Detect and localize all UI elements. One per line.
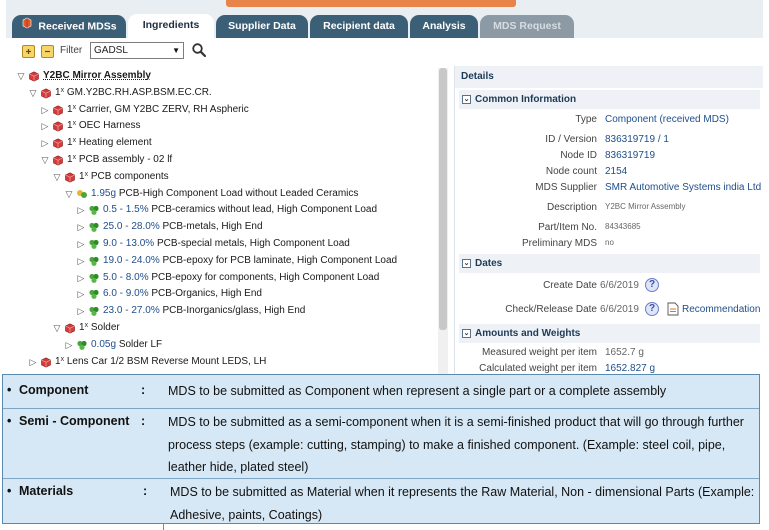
details-panel	[454, 66, 763, 375]
legend-definition: MDS to be submitted as Material when it represents the Raw Material, Non - dimensional Parts (Example: Adhesive, paints, Coatings)	[170, 485, 755, 522]
chevron-down-icon: ▼	[172, 46, 180, 55]
expand-toggle-icon[interactable]: ▷	[77, 205, 85, 216]
node-name: Solder LF	[118, 338, 163, 350]
filter-select[interactable]	[90, 42, 184, 59]
node-amount: 25.0 - 28.0%	[103, 221, 160, 233]
legend-colon: :	[141, 414, 146, 428]
node-name: GM.Y2BC.RH.ASP.BSM.EC.CR.	[66, 86, 212, 98]
toolbar	[6, 39, 763, 66]
check-release-date-value: 6/6/2019	[600, 304, 639, 315]
legend-bullet: •	[7, 383, 12, 397]
tree-node-label	[67, 135, 152, 152]
tab-label: Analysis	[422, 20, 466, 32]
node-name: PCB-special metals, High Component Load	[156, 238, 350, 249]
node-amount: 6.0 - 9.0%	[103, 288, 149, 300]
tree-node-label	[79, 169, 169, 186]
node-name: Carrier, GM Y2BC ZERV, RH Aspheric	[78, 103, 249, 115]
legend-row-materials	[3, 481, 759, 525]
node-name: PCB components	[90, 170, 169, 182]
expand-toggle-icon[interactable]: ▷	[77, 306, 85, 317]
node-name: PCB-metals, High End	[162, 221, 263, 233]
section-title: Amounts and Weights	[475, 328, 581, 339]
red-component-icon	[52, 105, 64, 122]
detail-label: Node count	[545, 166, 597, 177]
node-name: PCB-epoxy for PCB laminate, High Component Load	[162, 254, 398, 266]
material-icon	[88, 205, 100, 222]
search-icon[interactable]	[191, 42, 207, 61]
collapse-toggle-icon[interactable]: ▽	[53, 171, 61, 182]
node-amount: 0.05g	[91, 338, 117, 350]
detail-value: SMR Automotive Systems india Ltd	[605, 182, 762, 193]
collapse-toggle-icon[interactable]: ▽	[17, 71, 25, 81]
red-component-icon	[40, 357, 52, 374]
tree-node-label	[103, 202, 377, 218]
quantity-multiplier: x	[72, 137, 77, 145]
expand-toggle-icon[interactable]: ▷	[77, 289, 85, 300]
detail-value: Y2BC Mirror Assembly	[605, 202, 686, 211]
section-amounts-weights[interactable]	[459, 324, 760, 343]
tree-node-label	[91, 337, 162, 353]
node-name: Solder	[90, 322, 120, 333]
chevron-down-icon[interactable]: ⌄	[463, 330, 470, 337]
detail-label: Preliminary MDS	[521, 238, 597, 249]
tab-recipient-data[interactable]	[310, 15, 408, 38]
node-amount: 23.0 - 27.0%	[103, 305, 160, 317]
legend-definition: MDS to be submitted as a semi-component when it is a semi-finished product that will go through further process steps (example: cutting, stamping) to make a finished component. (Example: steel coil, pipe, leather hide, plated steel)	[168, 415, 744, 474]
tab-bar	[6, 0, 763, 38]
expand-toggle-icon[interactable]: ▷	[41, 104, 49, 115]
received-mds-icon	[21, 15, 33, 38]
tab-supplier-data[interactable]	[216, 15, 308, 38]
node-amount: 19.0 - 24.0%	[103, 254, 160, 266]
create-date-label: Create Date	[543, 280, 597, 291]
divider	[3, 408, 759, 409]
quantity-multiplier: x	[84, 322, 89, 329]
material-icon	[88, 222, 100, 239]
tree-node-label	[55, 85, 212, 102]
document-icon	[667, 302, 679, 319]
detail-value: Component (received MDS)	[605, 114, 729, 125]
node-quantity: 1	[79, 322, 85, 333]
collapse-toggle-icon[interactable]: ▽	[41, 155, 49, 165]
red-component-icon	[52, 121, 64, 138]
tree-node-label	[103, 219, 263, 235]
node-name: PCB-Inorganics/glass, High End	[162, 305, 306, 317]
classification-legend	[2, 374, 760, 524]
red-component-icon	[52, 138, 64, 155]
check-release-date-label: Check/Release Date	[505, 304, 597, 315]
node-quantity: 1	[55, 86, 61, 98]
node-name: PCB-epoxy for components, High Component Load	[151, 271, 380, 283]
filter-value: GADSL	[94, 45, 128, 56]
expand-toggle-icon[interactable]: ▷	[77, 222, 85, 233]
node-name: Heating element	[78, 137, 152, 149]
filter-label: Filter	[60, 45, 83, 56]
ingredients-tree	[6, 64, 438, 375]
detail-value: 836319719 / 1	[605, 134, 669, 145]
node-name: Lens Car 1/2 BSM Reverse Mount LEDS, LH	[66, 355, 267, 367]
divider	[3, 478, 759, 479]
node-quantity: 1	[67, 120, 73, 132]
detail-value: 836319719	[605, 150, 656, 161]
node-quantity: 1	[79, 170, 85, 182]
section-common-information[interactable]	[459, 90, 760, 109]
legend-definition: MDS to be submitted as Component when represent a single part or a complete assembly	[168, 384, 667, 398]
quantity-multiplier: x	[72, 120, 77, 128]
chevron-down-icon[interactable]: ⌄	[463, 260, 470, 267]
tree-node-label	[91, 186, 358, 202]
measured-weight-value: 1652.7 g	[605, 347, 644, 358]
node-quantity: 1	[67, 103, 73, 115]
divider	[163, 524, 164, 530]
tree-node-label	[103, 253, 397, 269]
detail-label: ID / Version	[545, 134, 597, 145]
detail-label: Type	[575, 114, 597, 125]
calculated-weight-value: 1652.827 g	[605, 363, 656, 374]
tab-label: Ingredients	[142, 19, 200, 31]
scrollbar-thumb[interactable]	[439, 68, 447, 330]
node-amount: 5.0 - 8.0%	[103, 271, 149, 283]
collapse-toggle-icon[interactable]: ▽	[29, 87, 37, 98]
node-amount: 9.0 - 13.0%	[103, 238, 155, 249]
node-name: Y2BC Mirror Assembly	[43, 70, 151, 81]
node-name: PCB-ceramics without lead, High Component Load	[151, 204, 378, 216]
quantity-multiplier: x	[60, 86, 65, 94]
tab-analysis[interactable]	[410, 15, 478, 38]
expand-toggle-icon[interactable]: ▷	[77, 255, 85, 266]
tab-label: MDS Request	[493, 20, 561, 32]
legend-row-component	[3, 380, 759, 408]
tab-label: Recipient data	[323, 20, 395, 32]
tree-node-label	[103, 236, 350, 252]
legend-row-semi-component	[3, 411, 759, 479]
quantity-multiplier: x	[84, 170, 89, 178]
legend-term: Semi - Component	[19, 414, 130, 428]
tree-node-label	[67, 118, 141, 135]
node-name: OEC Harness	[78, 120, 141, 132]
tab-label: Received MDSs	[38, 20, 117, 33]
material-icon	[88, 256, 100, 273]
tree-node-label	[67, 152, 172, 169]
chevron-down-icon[interactable]: ⌄	[463, 96, 470, 103]
legend-colon: :	[143, 484, 148, 498]
quantity-multiplier: x	[72, 154, 77, 161]
node-amount: 1.95g	[91, 187, 117, 199]
detail-label: Node ID	[560, 150, 597, 161]
tree-node-label	[55, 354, 266, 371]
legend-colon: :	[141, 383, 146, 397]
tree-node-label	[43, 68, 151, 84]
legend-bullet: •	[7, 484, 12, 498]
tab-label: Supplier Data	[228, 20, 296, 32]
tab-ingredients[interactable]	[128, 14, 214, 39]
detail-value: 2154	[605, 166, 628, 177]
material-icon	[88, 273, 100, 290]
node-name: PCB-High Component Load without Leaded Ceramics	[118, 187, 359, 199]
expand-all-icon[interactable]	[22, 45, 35, 58]
node-name: PCB assembly - 02 lf	[78, 154, 173, 165]
help-icon[interactable]: ?	[645, 278, 659, 292]
detail-label: Description	[546, 202, 597, 213]
legend-bullet: •	[7, 414, 12, 428]
section-title: Dates	[475, 258, 503, 269]
legend-term: Materials	[19, 484, 74, 498]
calculated-weight-label: Calculated weight per item	[479, 363, 597, 374]
expand-toggle-icon[interactable]: ▷	[65, 339, 73, 350]
tree-node-label	[79, 320, 120, 337]
legend-term: Component	[19, 383, 89, 397]
tree-node-label	[103, 286, 262, 302]
expand-toggle-icon[interactable]: ▷	[77, 272, 85, 283]
accent-strip	[226, 0, 516, 7]
tab-received-mdss[interactable]	[12, 15, 126, 38]
detail-value: 84343685	[605, 222, 641, 231]
material-icon	[88, 239, 100, 256]
detail-value: no	[605, 238, 614, 247]
detail-label: MDS Supplier	[535, 182, 597, 193]
collapse-all-icon[interactable]	[41, 45, 54, 58]
create-date-value: 6/6/2019	[600, 280, 639, 291]
quantity-multiplier: x	[60, 355, 65, 363]
recommendation-link[interactable]: Recommendation	[682, 304, 761, 315]
tree-scrollbar[interactable]	[438, 68, 448, 375]
imds-window	[6, 0, 763, 375]
tree-node-label	[103, 270, 379, 286]
expand-toggle-icon[interactable]: ▷	[41, 121, 49, 132]
collapse-toggle-icon[interactable]: ▽	[65, 188, 73, 199]
help-icon[interactable]: ?	[645, 302, 659, 316]
tab-mds-request	[480, 15, 574, 38]
measured-weight-label: Measured weight per item	[481, 347, 597, 358]
node-quantity: 1	[55, 355, 61, 367]
section-dates[interactable]	[459, 254, 760, 273]
tree-node-label	[67, 102, 249, 119]
expand-toggle-icon[interactable]: ▷	[29, 356, 37, 367]
tree-node-label	[103, 303, 305, 319]
expand-toggle-icon[interactable]: ▷	[77, 239, 85, 249]
quantity-multiplier: x	[72, 103, 77, 111]
node-quantity: 1	[67, 154, 73, 165]
node-quantity: 1	[67, 137, 73, 149]
details-header: Details	[455, 66, 763, 88]
section-title: Common Information	[475, 94, 577, 105]
material-icon	[88, 289, 100, 306]
collapse-toggle-icon[interactable]: ▽	[53, 323, 61, 333]
node-name: PCB-Organics, High End	[151, 288, 262, 300]
detail-label: Part/Item No.	[538, 222, 597, 233]
expand-toggle-icon[interactable]: ▷	[41, 138, 49, 149]
node-amount: 0.5 - 1.5%	[103, 204, 149, 216]
